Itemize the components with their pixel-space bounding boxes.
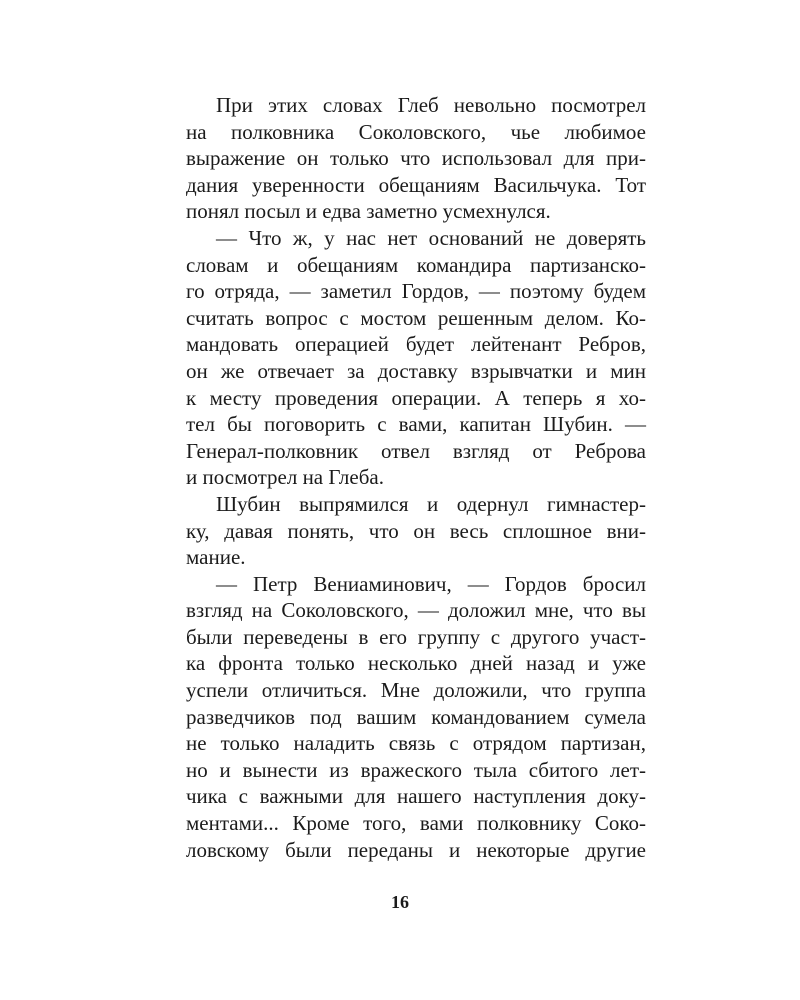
text-line: ментами... Кроме того, вами полковнику Соко- [186, 811, 646, 836]
text-line: — Петр Вениаминович, — Гордов бросил [216, 571, 646, 596]
text-line: ка фронта только несколько дней назад и уже [186, 651, 646, 676]
text-line: Шубин выпрямился и одернул гимнастер- [216, 491, 646, 516]
text-line: ку, давая понять, что он весь сплошное вни- [186, 518, 646, 543]
body-text [186, 92, 646, 863]
text-line: и посмотрел на Глеба. [186, 465, 384, 490]
text-line: но и вынести из вражеского тыла сбитого лет- [186, 757, 646, 782]
text-line: он же отвечает за доставку взрывчатки и мин [186, 358, 646, 383]
text-line: Генерал-полковник отвел взгляд от Реброва [186, 438, 646, 463]
text-line: на полковника Соколовского, чье любимое [186, 119, 646, 144]
text-line: дания уверенности обещаниям Васильчука. Тот [186, 172, 646, 197]
text-line: считать вопрос с мостом решенным делом. Ко- [186, 305, 646, 330]
text-line: При этих словах Глеб невольно посмотрел [216, 93, 646, 117]
text-line: к месту проведения операции. А теперь я хо- [186, 385, 646, 410]
text-line: взгляд на Соколовского, — доложил мне, что вы [186, 598, 646, 623]
text-line: чика с важными для нашего наступления доку- [186, 784, 646, 809]
text-line: выражение он только что использовал для при- [186, 146, 646, 171]
text-line: понял посыл и едва заметно усмехнулся. [186, 199, 551, 224]
text-line: тел бы поговорить с вами, капитан Шубин. — [186, 412, 646, 437]
text-line: словам и обещаниям командира партизанско- [186, 252, 646, 277]
text-line: мандовать операцией будет лейтенант Ребров, [186, 332, 646, 357]
text-line: — Что ж, у нас нет оснований не доверять [216, 225, 646, 250]
text-line: не только наладить связь с отрядом партизан, [186, 731, 646, 756]
text-line: разведчиков под вашим командованием сумела [186, 704, 646, 729]
text-line: ловскому были переданы и некоторые другие [186, 837, 646, 862]
text-line: были переведены в его группу с другого участ- [186, 624, 646, 649]
text-line: мание. [186, 545, 246, 570]
text-line: го отряда, — заметил Гордов, — поэтому будем [186, 279, 646, 304]
page-number: 16 [391, 892, 409, 912]
text-line: успели отличиться. Мне доложили, что группа [186, 678, 646, 703]
